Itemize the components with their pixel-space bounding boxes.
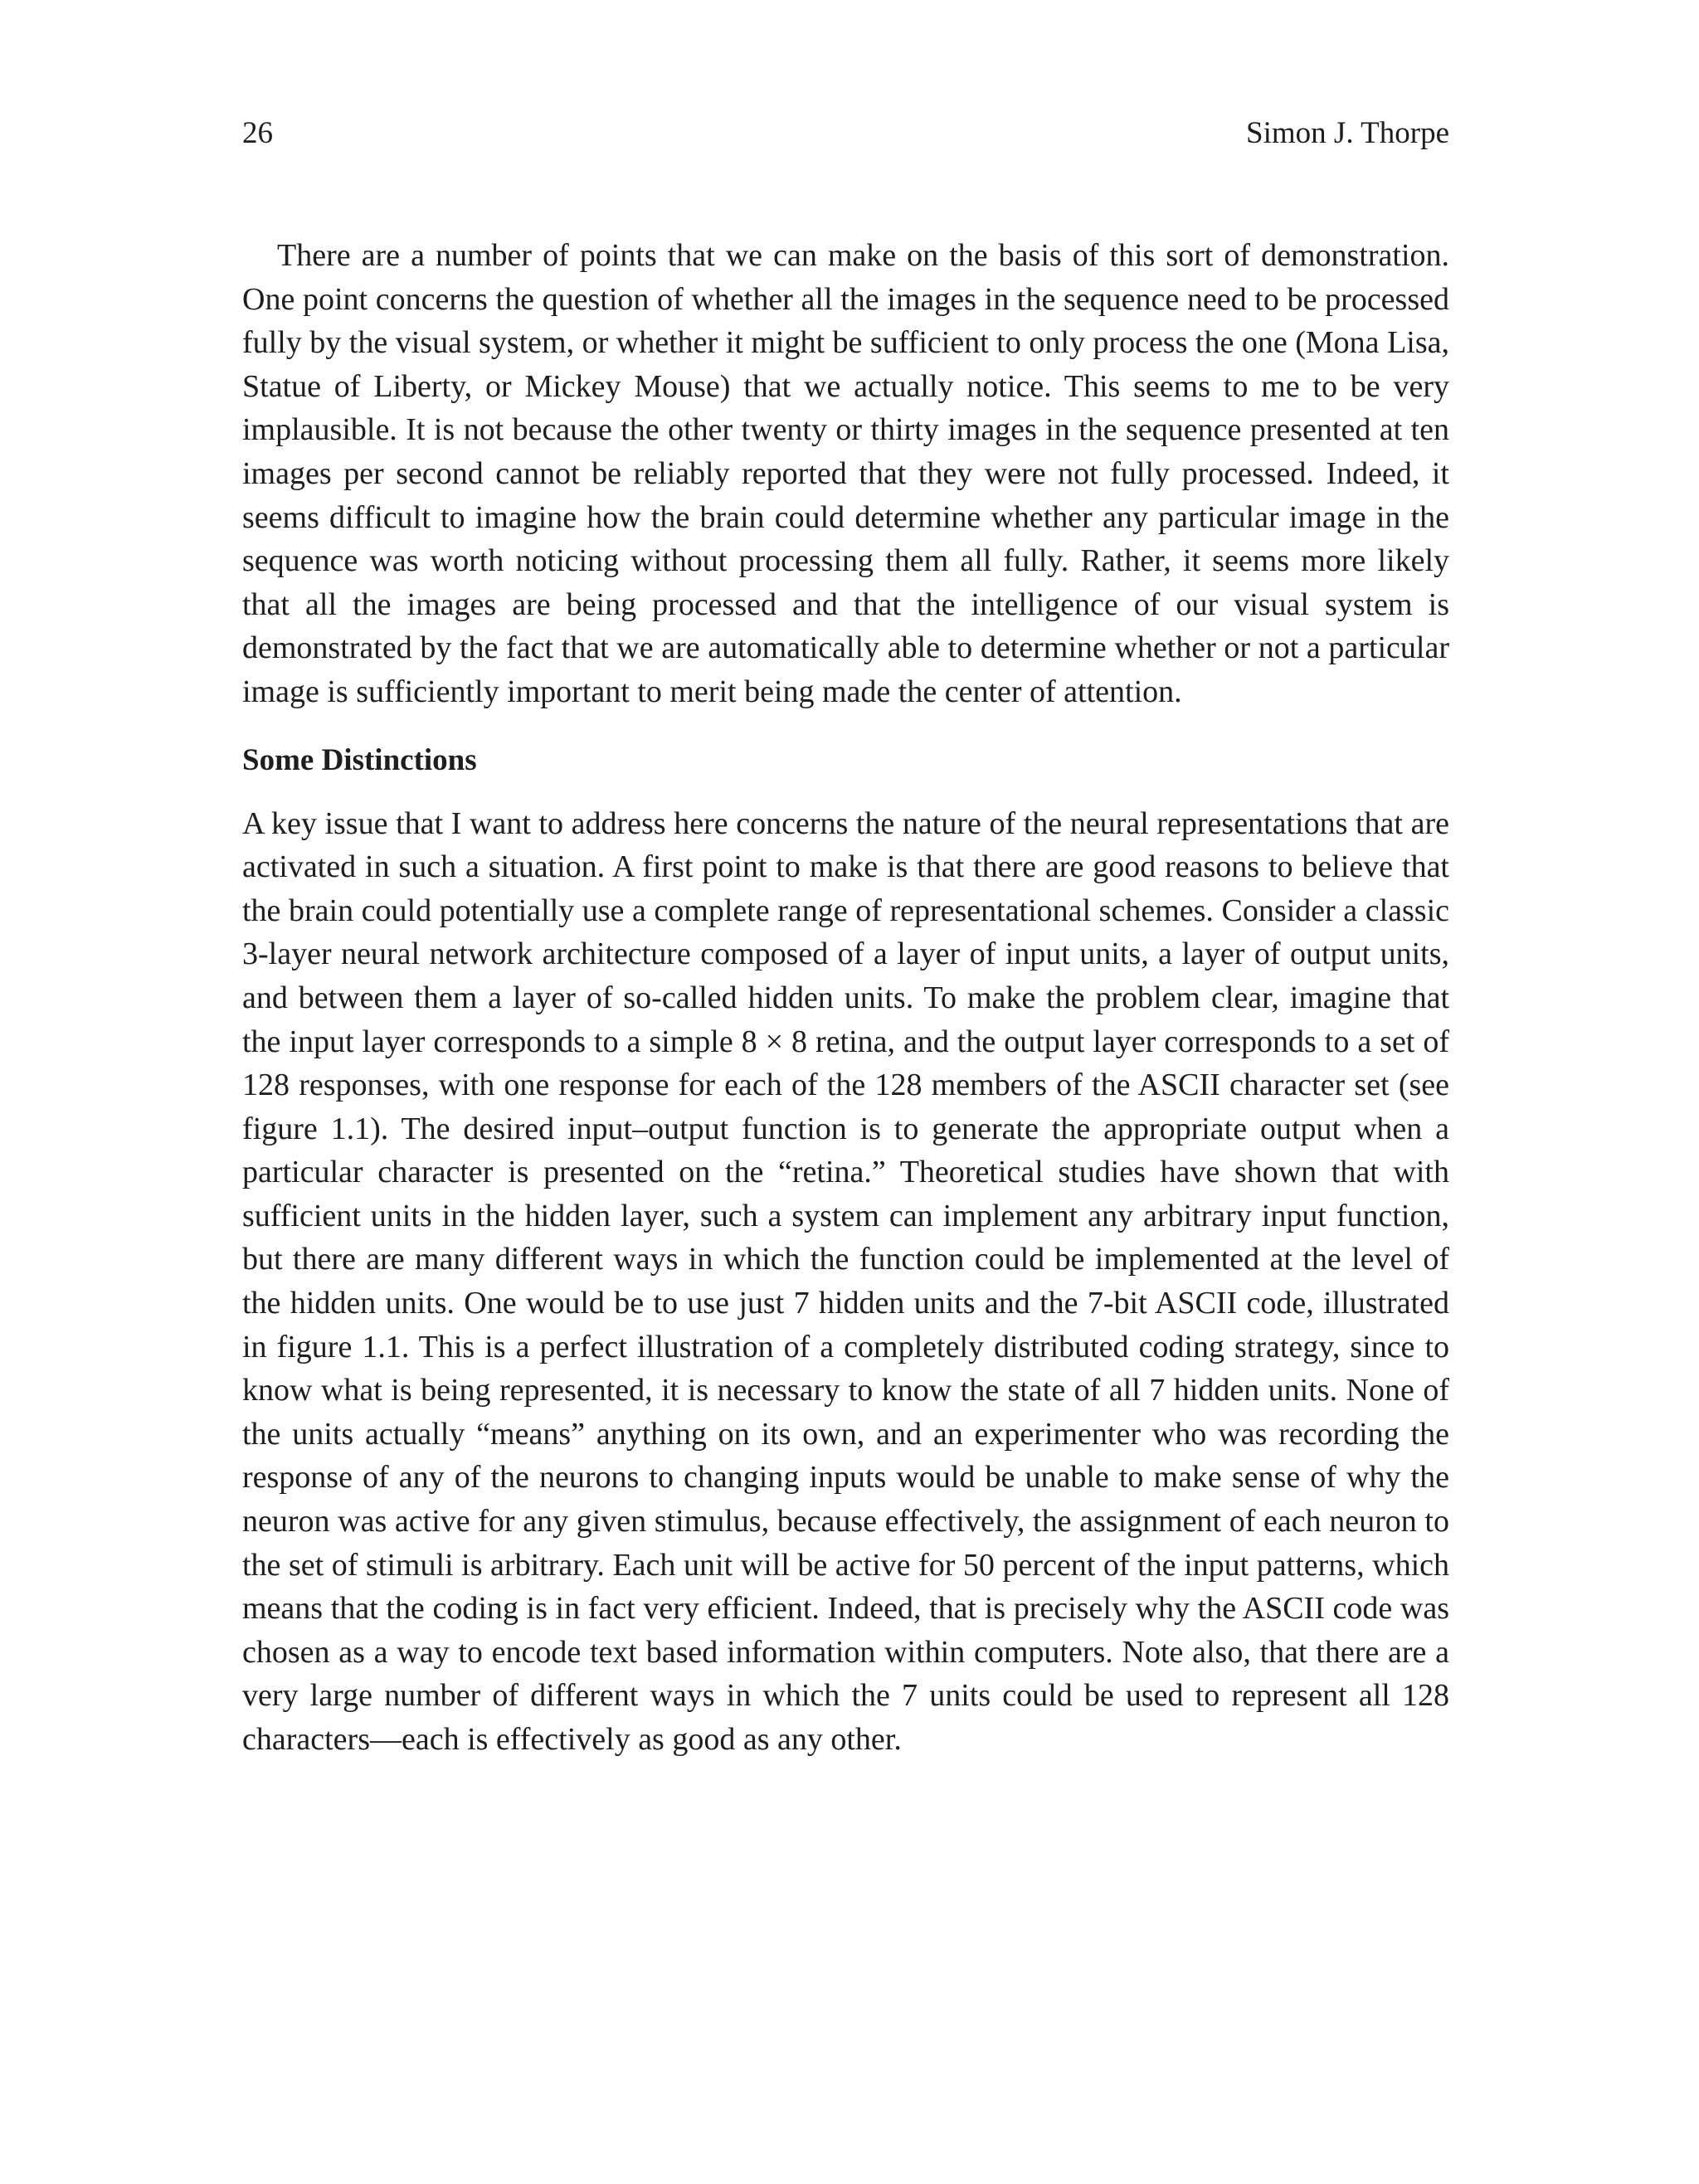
running-head-author: Simon J. Thorpe bbox=[1246, 116, 1449, 150]
section-heading: Some Distinctions bbox=[242, 742, 477, 777]
book-page bbox=[242, 0, 1449, 2184]
page-number: 26 bbox=[242, 116, 273, 150]
body-text bbox=[242, 234, 1449, 1762]
running-head bbox=[242, 113, 1449, 154]
paragraph-1: There are a number of points that we can make on the basis of this sort of demonstration. One point concerns the question of whether all the images in the sequence need to be processed fully by the visual system, or whether it might be sufficient to only process the one (Mona Lisa, Statue of Liberty, or Mickey Mouse) that we actually notice. This seems to me to be very implausible. It is not because the other twenty or thirty images in the sequence presented at ten images per second cannot be reliably reported that they were not fully processed. Indeed, it seems difficult to imagine how the brain could determine whether any particular image in the sequence was worth noticing without processing them all fully. Rather, it seems more likely that all the images are being processed and that the intelligence of our visual system is demonstrated by the fact that we are automatically able to determine whether or not a particular image is sufficiently important to merit being made the center of attention. bbox=[242, 238, 1449, 709]
paragraph-2: A key issue that I want to address here concerns the nature of the neural representations that are activated in such a situation. A first point to make is that there are good reasons to believe that the brain could potentially use a complete range of representational schemes. Consider a classic 3-layer neural network architecture composed of a layer of input units, a layer of output units, and between them a layer of so-called hidden units. To make the problem clear, imagine that the input layer corresponds to a simple 8 × 8 retina, and the output layer corresponds to a set of 128 responses, with one response for each of the 128 members of the ASCII character set (see figure 1.1). The desired input–output function is to generate the appropriate output when a particular character is presented on the “retina.” Theoretical studies have shown that with sufficient units in the hidden layer, such a system can implement any arbitrary input function, but there are many different ways in which the function could be implemented at the level of the hidden units. One would be to use just 7 hidden units and the 7-bit ASCII code, illustrated in figure 1.1. This is a perfect illustration of a completely distributed coding strategy, since to know what is being represented, it is necessary to know the state of all 7 hidden units. None of the units actually “means” anything on its own, and an experimenter who was recording the response of any of the neurons to changing inputs would be unable to make sense of why the neuron was active for any given stimulus, because effectively, the assignment of each neuron to the set of stimuli is arbitrary. Each unit will be active for 50 percent of the input patterns, which means that the coding is in fact very efficient. Indeed, that is precisely why the ASCII code was chosen as a way to encode text based information within computers. Note also, that there are a very large number of different ways in which the 7 units could be used to represent all 128 characters—each is effectively as good as any other. bbox=[242, 805, 1449, 1757]
